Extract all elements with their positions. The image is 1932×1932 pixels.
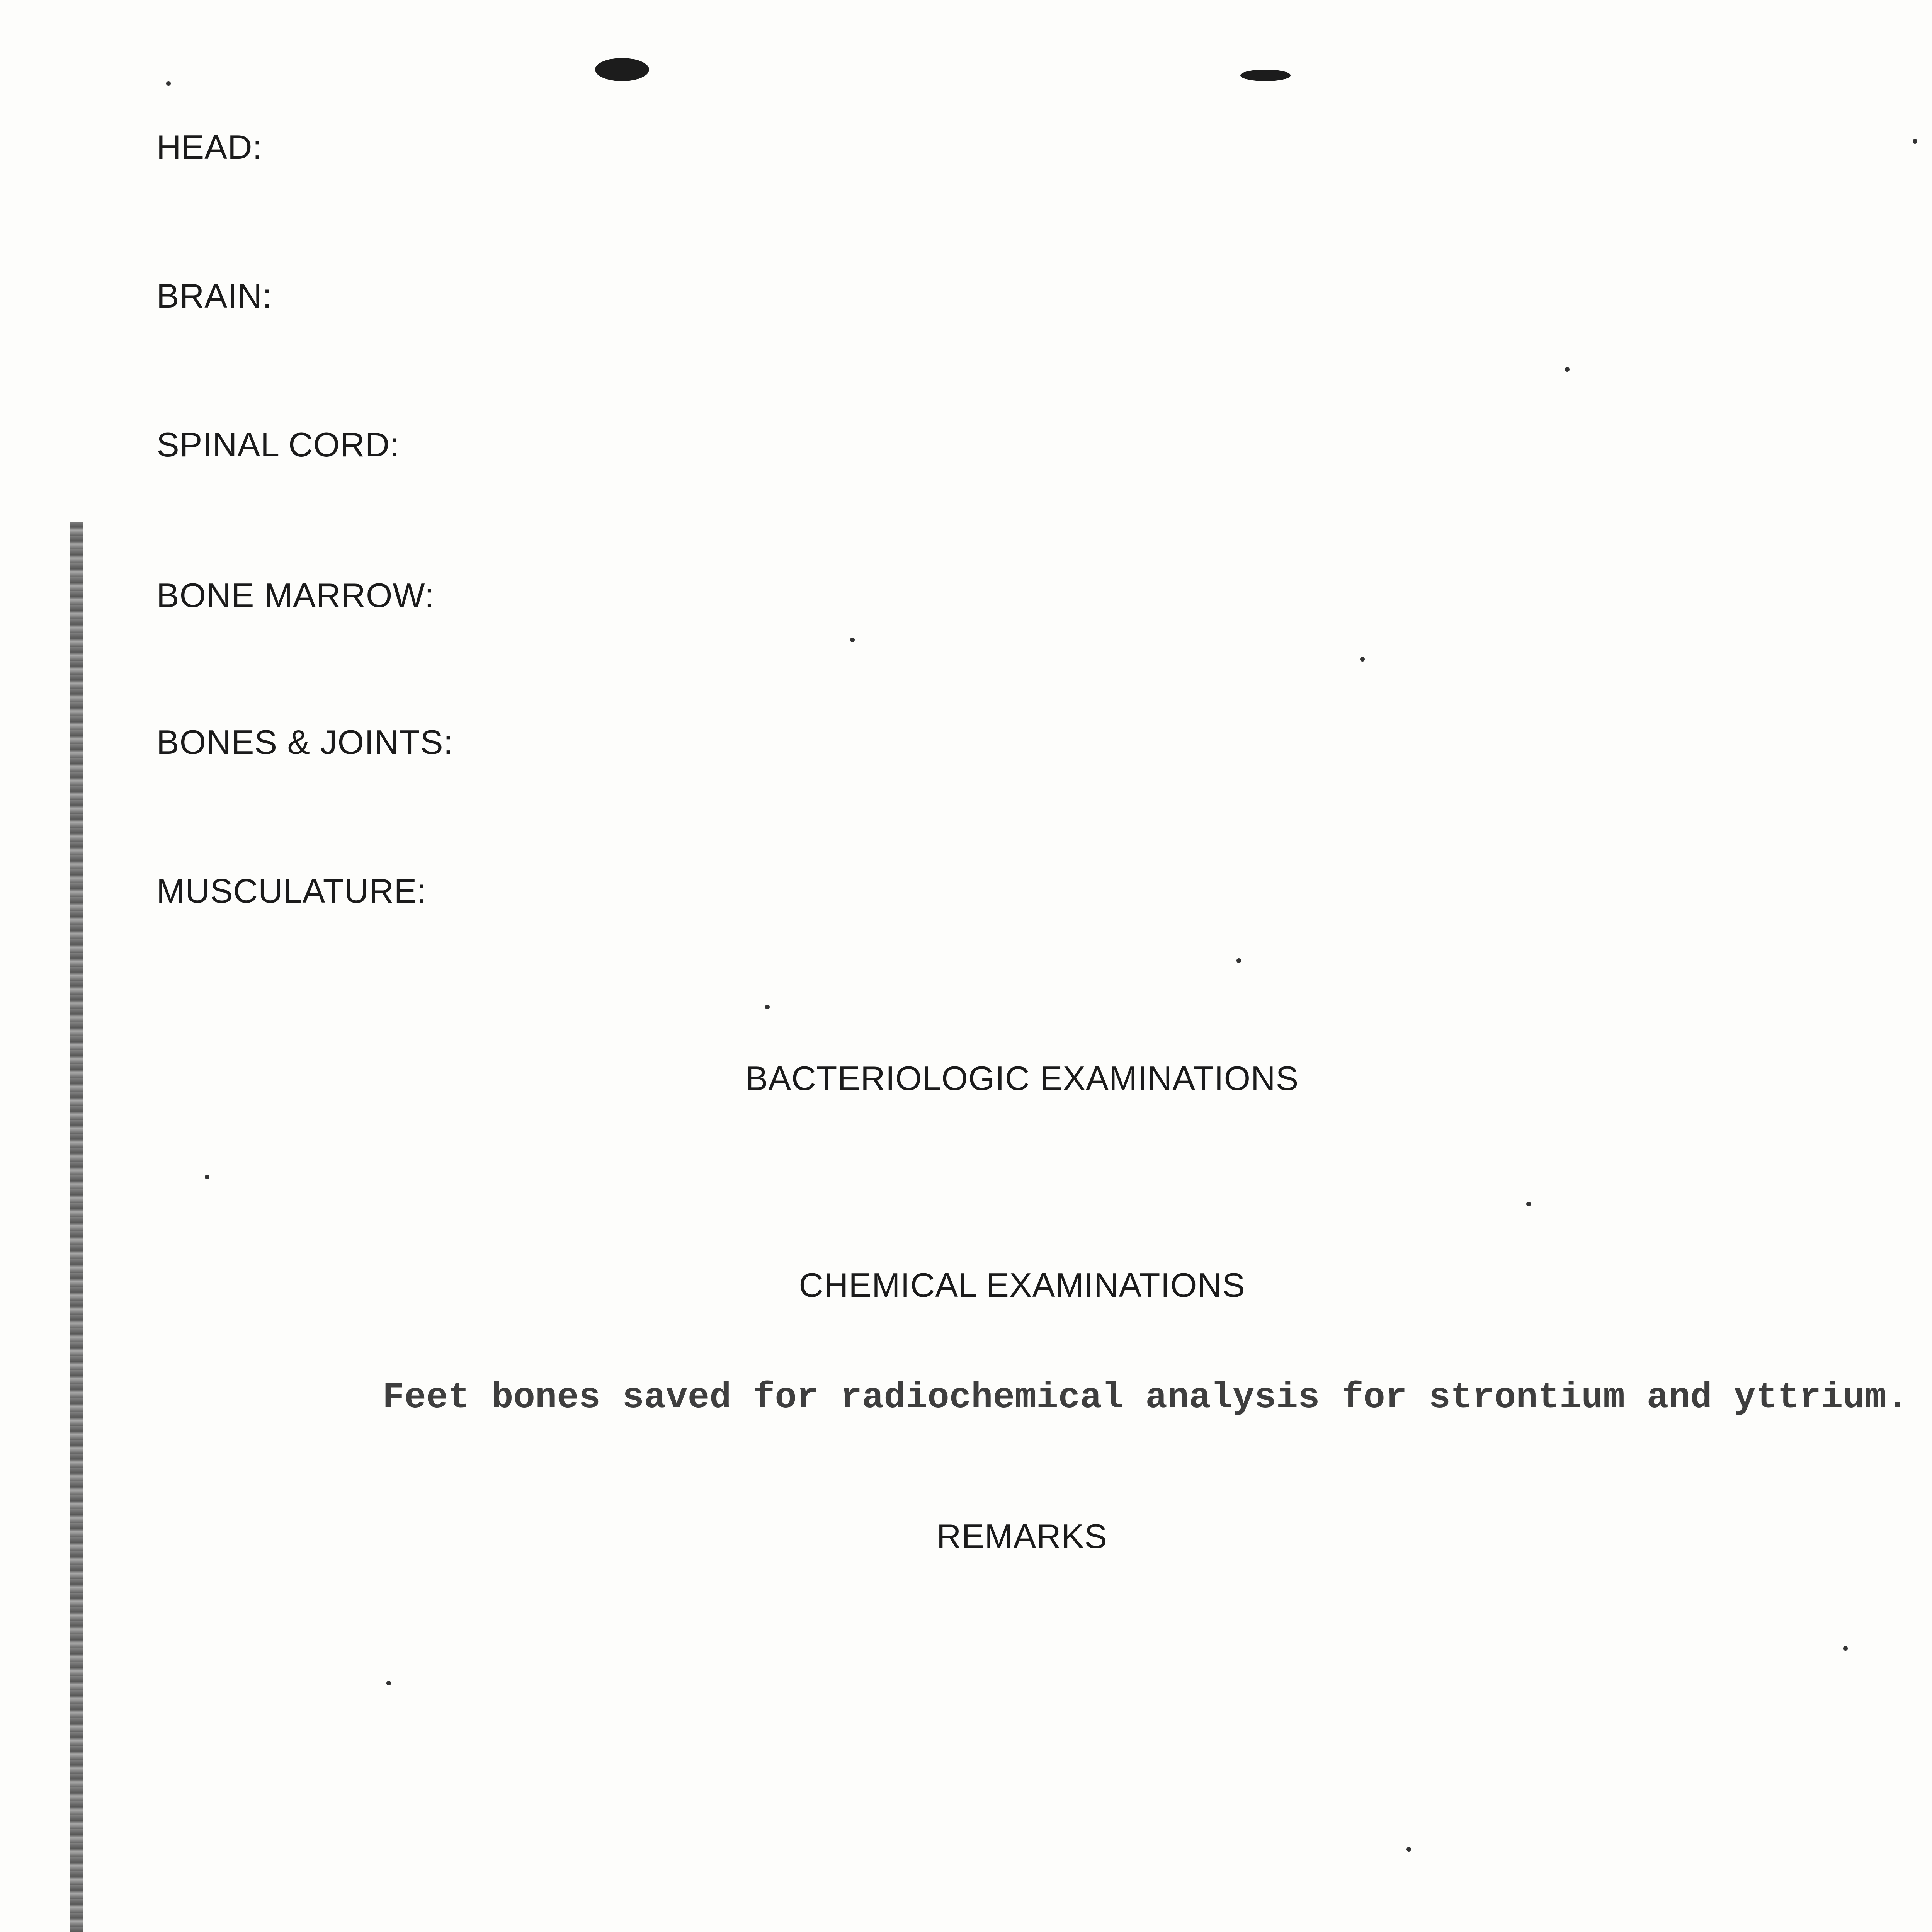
speck (1360, 657, 1365, 662)
heading-remarks: REMARKS (936, 1517, 1108, 1555)
speck (1406, 1847, 1411, 1852)
speck (1526, 1202, 1531, 1206)
speck (1565, 367, 1570, 372)
heading-bacteriologic-examinations: BACTERIOLOGIC EXAMINATIONS (745, 1059, 1299, 1097)
field-label-head: HEAD: (156, 128, 262, 166)
speck (1913, 139, 1917, 144)
punch-hole-mark-right (1240, 70, 1291, 81)
speck (850, 638, 855, 642)
field-label-musculature: MUSCULATURE: (156, 872, 427, 910)
field-label-brain: BRAIN: (156, 277, 272, 315)
scan-left-edge (70, 522, 83, 1932)
field-label-spinal-cord: SPINAL CORD: (156, 425, 400, 464)
punch-hole-mark-left (595, 58, 649, 81)
speck (166, 81, 171, 86)
field-label-bone-marrow: BONE MARROW: (156, 576, 435, 614)
chemical-examination-note: Feet bones saved for radiochemical analysis for strontium and yttrium. (383, 1378, 1908, 1418)
speck (205, 1175, 209, 1179)
speck (765, 1005, 770, 1009)
speck (1236, 958, 1241, 963)
field-label-bones-joints: BONES & JOINTS: (156, 723, 454, 761)
speck (1843, 1646, 1848, 1651)
speck (386, 1681, 391, 1685)
heading-chemical-examinations: CHEMICAL EXAMINATIONS (799, 1266, 1245, 1304)
